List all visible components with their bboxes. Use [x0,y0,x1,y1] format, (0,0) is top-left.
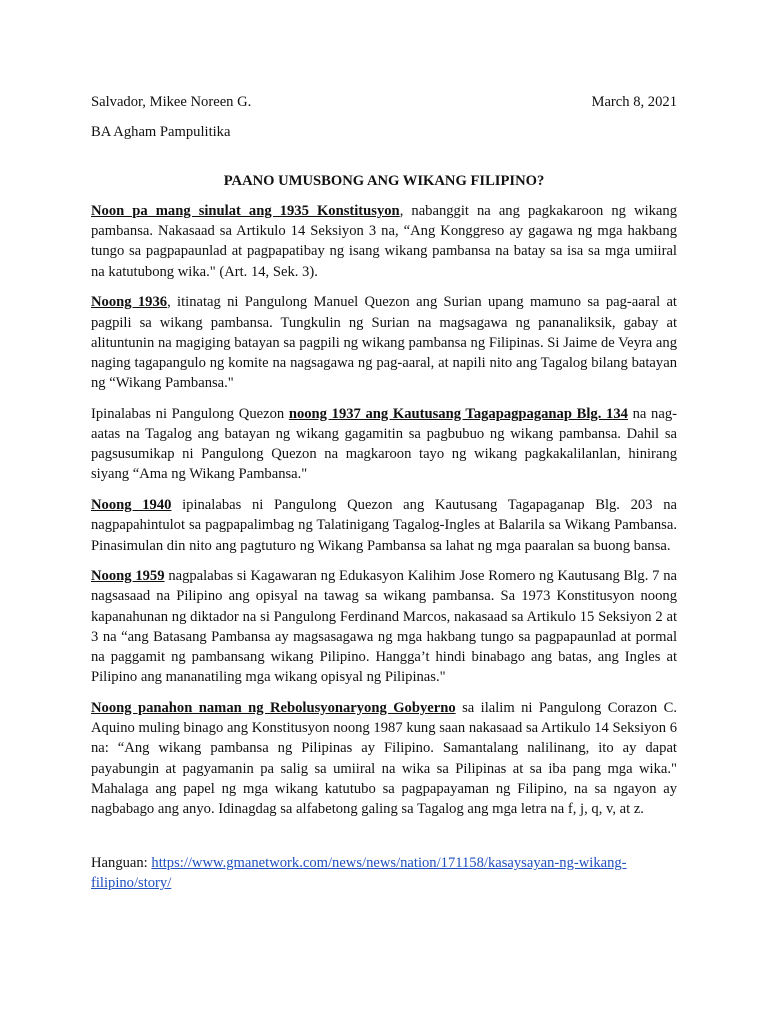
paragraph-5 [91,566,677,687]
document-title: PAANO UMUSBONG ANG WIKANG FILIPINO? [223,173,545,189]
paragraph-2 [91,292,677,393]
paragraph-3-lead: noong 1937 ang Kautusang Tagapagpaganap Blg. 134 [288,405,628,422]
source-link[interactable]: https://www.gmanetwork.com/news/news/nation/171158/kasaysayan-ng-wikang-filipino/story/ [91,855,627,892]
document-date: March 8, 2021 [591,94,677,110]
source-line [91,853,677,893]
header-row [91,92,677,112]
paragraph-4-text: ipinalabas ni Pangulong Quezon ang Kautusang Tagapaganap Blg. 203 na nagpapahintulot sa pagpapalimbag ng Talatinigang Tagalog-Ingles at Balarila sa Wikang Pambansa. Pinasimulan din nito ang pagtuturo ng Wikang Pambansa sa lahat ng mga paaralan sa buong bansa. [91,497,677,554]
paragraph-5-lead: Noong 1959 [91,568,165,585]
paragraph-3 [91,404,677,485]
paragraph-6-lead: Noong panahon naman ng Rebolusyonaryong Gobyerno [91,699,456,716]
paragraph-2-lead: Noong 1936 [91,294,168,311]
paragraph-1 [91,201,677,282]
source-label: Hanguan: [91,855,152,872]
paragraph-3-pre: Ipinalabas ni Pangulong Quezon [91,405,289,422]
paragraph-4-lead: Noong 1940 [91,497,172,514]
program-name: BA Agham Pampulitika [91,124,231,140]
document-page [91,92,677,894]
paragraph-3-text: na nag-aatas na Tagalog ang batayan ng wikang gagamitin sa pagbubuo ng wikang pambansa. Dahil sa pagsusumikap ni Pangulong Quezon na magkaroon tayo ng wikang pagkakalilanlan, hinirang siyang “Ama ng Wikang Pambansa." [91,405,677,483]
paragraph-1-text: , nabanggit na ang pagkakaroon ng wikang pambansa. Nakasaad sa Artikulo 14 Seksiyon 3 na, “Ang Konggreso ay gagawa ng mga hakbang tungo sa pagpapaunlad at pagpapatibay ng isang wikang pambansa na batay sa isa sa mga umiiral na katutubong wika." (Art. 14, Sek. 3). [91,203,677,280]
paragraph-6-text: sa ilalim ni Pangulong Corazon C. Aquino muling binago ang Konstitusyon noong 1987 kung saan nakasaad sa Artikulo 14 Seksiyon 6 na: “Ang wikang pambansa ng Pilipinas ay Filipino. Samantalang nalilinang, ito ay dapat payabungin at pagyamanin pa salig sa umiiral na wika sa Pilipinas at sa iba pang mga wika." Mahalaga ang papel ng mga wikang katutubo sa pagpapayaman ng Filipino, na sa ngayon ay nagbabago ang anyo. Idinagdag sa alfabetong galing sa Tagalog ang mga letra na f, j, q, v, at z. [91,699,677,817]
paragraph-1-lead: Noon pa mang sinulat ang 1935 Konstitusyon [91,203,400,219]
paragraph-2-text: , itinatag ni Pangulong Manuel Quezon ang Surian upang mamuno sa pag-aaral at pagpili sa wikang pambansa. Tungkulin ng Surian na magsagawa ng pananaliksik, gabay at alituntunin na magiging batayan sa pagpili ng wikang pambansa ng Filipinas. Si Jaime de Veyra ang naging tagapangulo ng komite na nagsagawa ng pag-aaral, at napili nito ang Tagalog bilang batayan ng “Wikang Pambansa." [91,294,677,392]
author-name: Salvador, Mikee Noreen G. [91,94,252,110]
paragraph-6 [91,698,677,819]
paragraph-5-text: nagpalabas si Kagawaran ng Edukasyon Kalihim Jose Romero ng Kautusang Blg. 7 na nagsasaad na Pilipino ang opisyal na tawag sa wikang pambansa. Sa 1973 Konstitusyon noong kapanahunan ng diktador na si Pangulong Ferdinand Marcos, nakasaad sa Artikulo 15 Seksiyon 2 at 3 na “ang Batasang Pambansa ay magsasagawa ng mga hakbang tungo sa pagpapaunlad at pormal na paggamit ng pambansang wikang Pilipino. Hangga’t hindi binabago ang batas, ang Ingles at Pilipino ang mananatiling mga wikang opisyal ng Pilipinas." [91,568,677,686]
paragraph-4 [91,495,677,556]
